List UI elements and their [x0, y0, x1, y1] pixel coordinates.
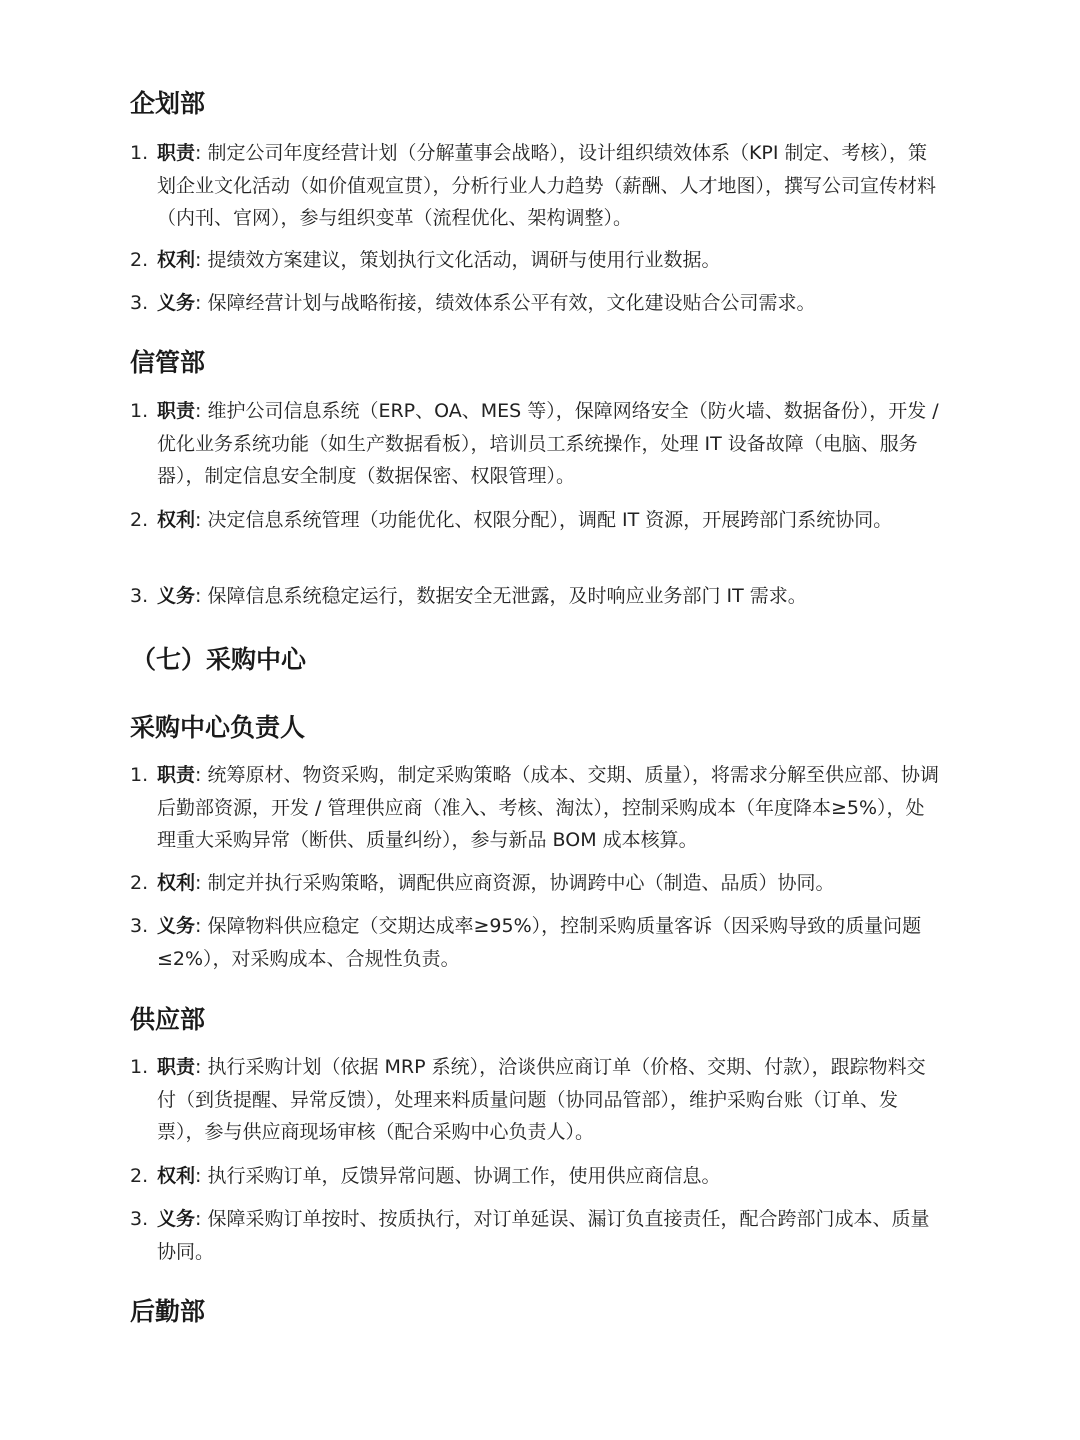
- item-number: 3.: [130, 585, 149, 607]
- dept-title-xinguan: 信管部: [130, 348, 206, 377]
- item-number: 3.: [130, 292, 149, 314]
- item-separator: :: [195, 292, 202, 314]
- item-text: 保障采购订单按时、按质执行，对订单延误、漏订负直接责任，配合跨部门成本、质量协同。: [157, 1208, 930, 1263]
- item-label: 权利: [157, 509, 196, 531]
- item-text: 保障信息系统稳定运行，数据安全无泄露，及时响应业务部门 IT 需求。: [207, 585, 807, 607]
- item-separator: :: [195, 249, 202, 271]
- item-text: 统筹原材、物资采购，制定采购策略（成本、交期、质量），将需求分解至供应部、协调后勤部资源，开发 / 管理供应商（准入、考核、淘汰），控制采购成本（年度降本≥5%），处理重大采购异常（断供、质量纠纷），参与新品 BOM 成本核算。: [157, 764, 939, 851]
- item-separator: :: [195, 764, 202, 786]
- item-number: 2.: [130, 872, 149, 894]
- list-item: [130, 1160, 940, 1193]
- item-label: 义务: [157, 585, 196, 607]
- item-text: 制定公司年度经营计划（分解董事会战略），设计组织绩效体系（KPI 制定、考核），策划企业文化活动（如价值观宣贯），分析行业人力趋势（薪酬、人才地图），撰写公司宣传材料（内刊、官网），参与组织变革（流程优化、架构调整）。: [157, 142, 937, 229]
- list-item: [130, 504, 940, 537]
- list-item: [130, 395, 940, 493]
- item-separator: :: [195, 400, 202, 422]
- item-label: 权利: [157, 249, 196, 271]
- item-separator: :: [195, 1208, 202, 1230]
- item-label: 义务: [157, 1208, 196, 1230]
- dept-title-caigou-head: 采购中心负责人: [130, 713, 306, 742]
- item-number: 2.: [130, 1165, 149, 1187]
- list-item: [130, 1051, 940, 1149]
- item-number: 2.: [130, 249, 149, 271]
- item-label: 权利: [157, 872, 196, 894]
- list-item: [130, 1203, 940, 1268]
- item-separator: :: [195, 872, 202, 894]
- list-item: [130, 910, 940, 975]
- list-item: [130, 867, 940, 900]
- dept-title-qihua: 企划部: [130, 89, 206, 118]
- item-text: 保障物料供应稳定（交期达成率≥95%），控制采购质量客诉（因采购导致的质量问题≤2%），对采购成本、合规性负责。: [157, 915, 922, 970]
- item-text: 决定信息系统管理（功能优化、权限分配），调配 IT 资源，开展跨部门系统协同。: [207, 509, 893, 531]
- list-item: [130, 759, 940, 857]
- list-item: [130, 580, 940, 613]
- item-number: 1.: [130, 1056, 149, 1078]
- dept-title-gongying: 供应部: [130, 1005, 206, 1034]
- list-item: [130, 287, 940, 320]
- item-separator: :: [195, 1165, 202, 1187]
- item-label: 义务: [157, 915, 196, 937]
- item-number: 1.: [130, 142, 149, 164]
- item-text: 保障经营计划与战略衔接，绩效体系公平有效，文化建设贴合公司需求。: [207, 292, 816, 314]
- item-label: 权利: [157, 1165, 196, 1187]
- item-text: 执行采购计划（依据 MRP 系统），洽谈供应商订单（价格、交期、付款），跟踪物料交付（到货提醒、异常反馈），处理来料质量问题（协同品管部），维护采购台账（订单、发票），参与供应商现场审核（配合采购中心负责人）。: [157, 1056, 926, 1143]
- item-text: 执行采购订单，反馈异常问题、协调工作，使用供应商信息。: [207, 1165, 721, 1187]
- item-number: 1.: [130, 764, 149, 786]
- item-number: 3.: [130, 915, 149, 937]
- item-text: 提绩效方案建议，策划执行文化活动，调研与使用行业数据。: [207, 249, 721, 271]
- item-label: 职责: [157, 764, 196, 786]
- item-number: 3.: [130, 1208, 149, 1230]
- item-label: 职责: [157, 1056, 196, 1078]
- item-separator: :: [195, 142, 202, 164]
- item-label: 职责: [157, 142, 196, 164]
- chapter-title: （七）采购中心: [131, 645, 307, 674]
- item-separator: :: [195, 585, 202, 607]
- item-separator: :: [195, 1056, 202, 1078]
- dept-title-houqin: 后勤部: [130, 1297, 206, 1326]
- item-number: 2.: [130, 509, 149, 531]
- item-separator: :: [195, 509, 202, 531]
- list-item: [130, 244, 940, 277]
- item-text: 维护公司信息系统（ERP、OA、MES 等），保障网络安全（防火墙、数据备份），开发 / 优化业务系统功能（如生产数据看板），培训员工系统操作，处理 IT 设备故障（电脑、服务器），制定信息安全制度（数据保密、权限管理）。: [157, 400, 939, 487]
- item-text: 制定并执行采购策略，调配供应商资源，协调跨中心（制造、品质）协同。: [207, 872, 835, 894]
- list-item: [130, 137, 940, 235]
- item-label: 义务: [157, 292, 196, 314]
- item-label: 职责: [157, 400, 196, 422]
- item-number: 1.: [130, 400, 149, 422]
- item-separator: :: [195, 915, 202, 937]
